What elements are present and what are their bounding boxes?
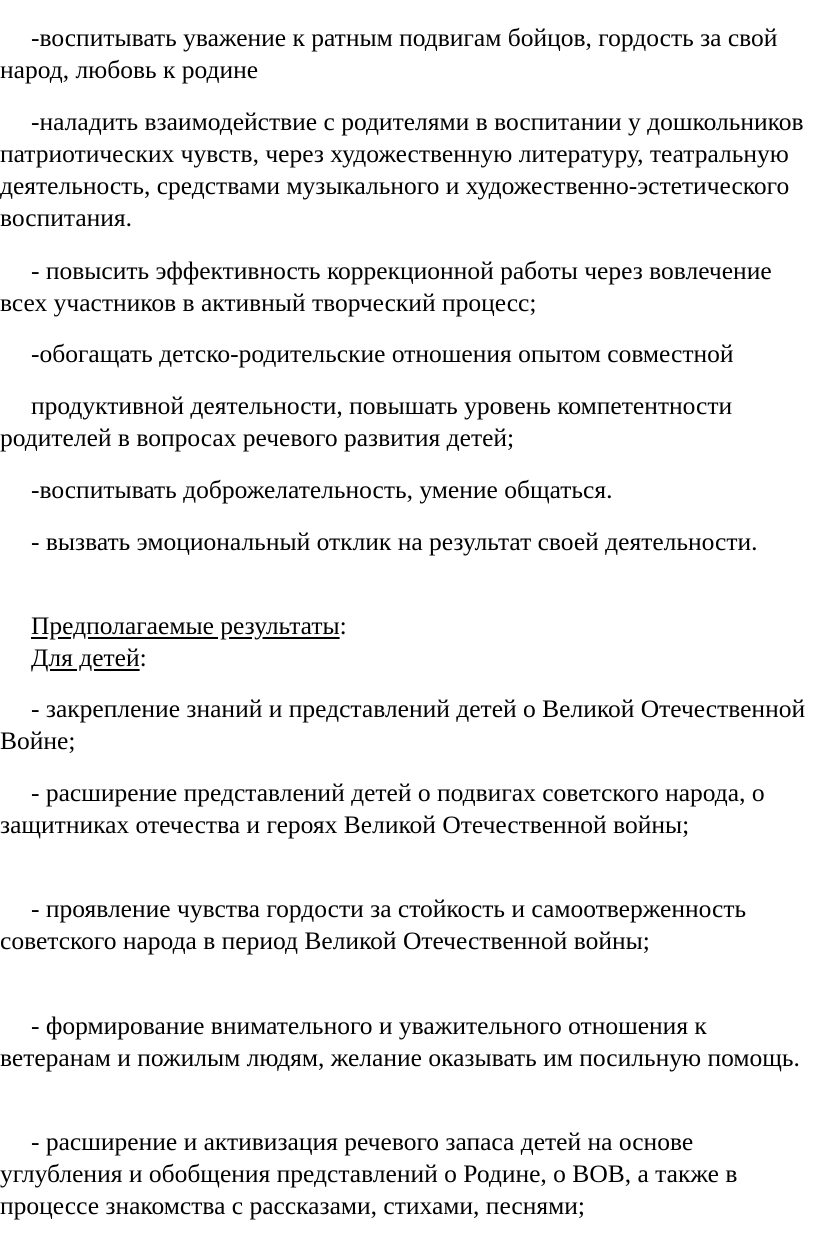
result-paragraph-feats: - расширение представлений детей о подвигах советского народа, о защитниках отечества и героях Великой Отечественной войны; <box>0 778 765 839</box>
goal-paragraph-respect: -воспитывать уважение к ратным подвигам бойцов, гордость за свой народ, любовь к родине <box>0 23 778 84</box>
children-heading <box>0 642 812 674</box>
result-paragraph-pride: - проявление чувства гордости за стойкость и самоотверженность советского народа в период Великой Отечественной войны; <box>0 894 747 955</box>
goal-paragraph-enrich-relations: -обогащать детско-родительские отношения опытом совместной <box>31 339 734 368</box>
results-heading-suffix: : <box>339 611 347 640</box>
result-paragraph-knowledge: - закрепление знаний и представлений детей о Великой Отечественной Войне; <box>0 694 806 755</box>
result-paragraph-veterans: - формирование внимательного и уважительного отношения к ветеранам и пожилым людям, желание оказывать им посильную помощь. <box>0 1011 800 1072</box>
results-heading <box>0 610 812 642</box>
goal-paragraph-friendliness: -воспитывать доброжелательность, умение общаться. <box>31 475 613 504</box>
result-paragraph-vocabulary: - расширение и активизация речевого запаса детей на основе углубления и обобщения представлений о Родине, о ВОВ, а также в процессе знакомства с рассказами, стихами, песнями; <box>0 1127 738 1220</box>
goal-paragraph-parents-interaction: -наладить взаимодействие с родителями в воспитании у дошкольников патриотических чувств, через художественную литературу, театральную деятельность, средствами музыкального и художественно-эстетического воспитания. <box>0 107 804 232</box>
children-heading-suffix: : <box>139 643 147 672</box>
results-heading-text: Предполагаемые результаты <box>31 611 340 640</box>
goal-paragraph-emotional-response: - вызвать эмоциональный отклик на результат своей деятельности. <box>31 527 758 556</box>
goal-paragraph-productive-activity: продуктивной деятельности, повышать уровень компетентности родителей в вопросах речевого развития детей; <box>0 391 733 452</box>
children-heading-text: Для детей <box>31 643 140 672</box>
goal-paragraph-correction-efficiency: - повысить эффективность коррекционной работы через вовлечение всех участников в активный творческий процесс; <box>0 256 772 317</box>
